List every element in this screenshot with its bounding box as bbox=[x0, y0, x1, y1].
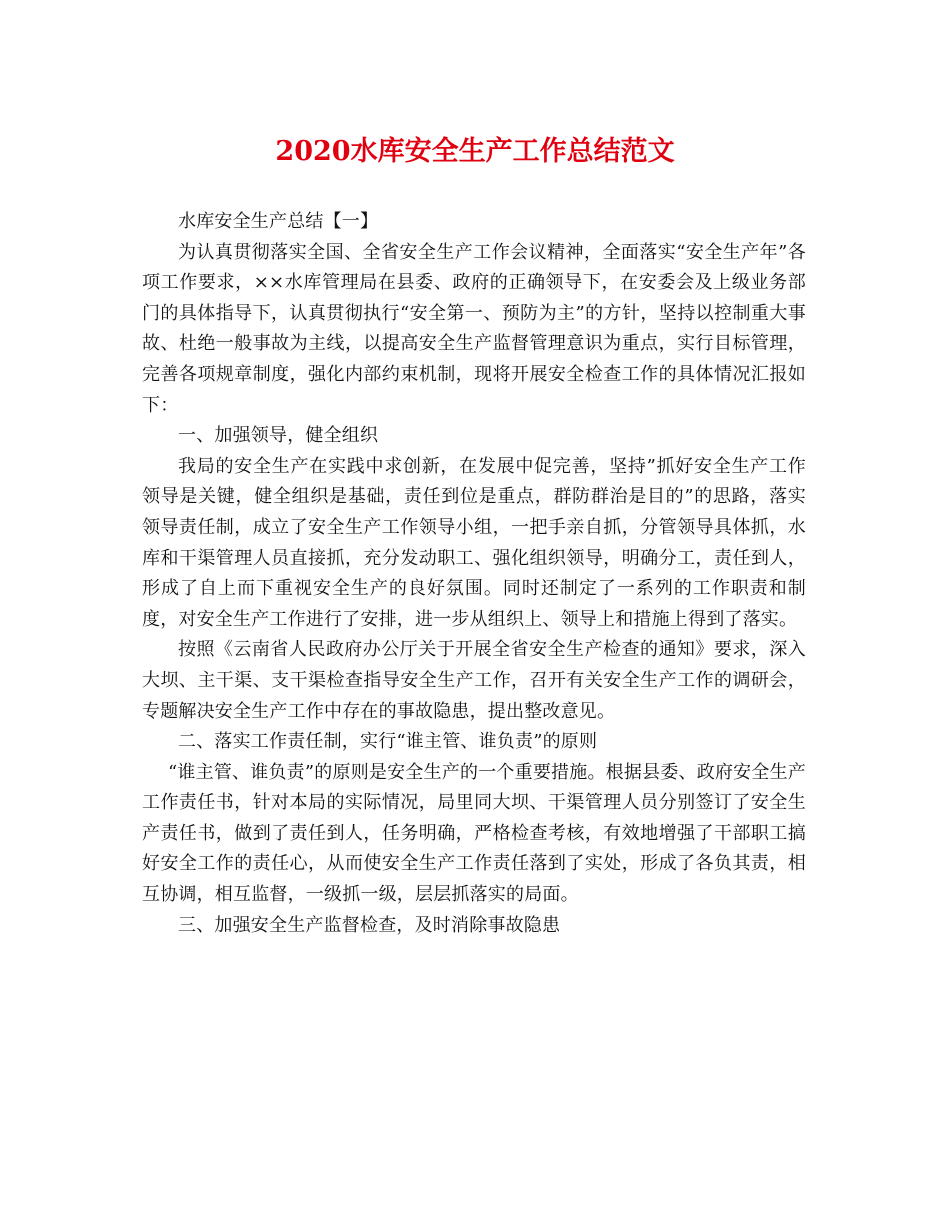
section-heading: 水库安全生产总结【一】 bbox=[178, 211, 379, 232]
body-paragraph: 我局的安全生产在实践中求创新，在发展中促完善，坚持”抓好安全生产工作领导是关键，健全组织是基础，责任到位是重点，群防群治是目的”的思路，落实领导责任制，成立了安全生产工作领导小组，一把手亲自抓，分管领导具体抓，水库和干渠管理人员直接抓，充分发动职工、强化组织领导，明确分工，责任到人，形成了自上而下重视安全生产的良好氛围。同时还制定了一系列的工作职责和制度，对安全生产工作进行了安排，进一步从组织上、领导上和措施上得到了落实。 bbox=[142, 455, 806, 630]
section-heading: 三、加强安全生产监督检查，及时消除事故隐患 bbox=[178, 914, 561, 936]
body-paragraph: 按照《云南省人民政府办公厅关于开展全省安全生产检查的通知》要求，深入大坝、主干渠、支干渠检查指导安全生产工作，召开有关安全生产工作的调研会，专题解决安全生产工作中存在的事故隐患，提出整改意见。 bbox=[142, 639, 806, 722]
section-heading: 二、落实工作责任制，实行“谁主管、谁负责”的原则 bbox=[178, 731, 598, 753]
document-title: 2020水库安全生产工作总结范文 bbox=[275, 136, 675, 167]
body-paragraph: 为认真贯彻落实全国、全省安全生产工作会议精神，全面落实“安全生产年”各项工作要求，××水库管理局在县委、政府的正确领导下，在安委会及上级业务部门的具体指导下，认真贯彻执行“安全第一、预防为主”的方针，坚持以控制重大事故、杜绝一般事故为主线，以提高安全生产监督管理意识为重点，实行目标管理，完善各项规章制度，强化内部约束机制，现将开展安全检查工作的具体情况汇报如下： bbox=[142, 241, 806, 416]
document-body bbox=[142, 207, 806, 941]
section-heading: 一、加强领导，健全组织 bbox=[178, 425, 379, 447]
body-paragraph: “谁主管、谁负责”的原则是安全生产的一个重要措施。根据县委、政府安全生产工作责任书，针对本局的实际情况，局里同大坝、干渠管理人员分别签订了安全生产责任书，做到了责任到人，任务明确，严格检查考核，有效地增强了干部职工搞好安全工作的责任心，从而使安全生产工作责任落到了实处，形成了各负其责，相互协调，相互监督，一级抓一级，层层抓落实的局面。 bbox=[142, 761, 806, 906]
